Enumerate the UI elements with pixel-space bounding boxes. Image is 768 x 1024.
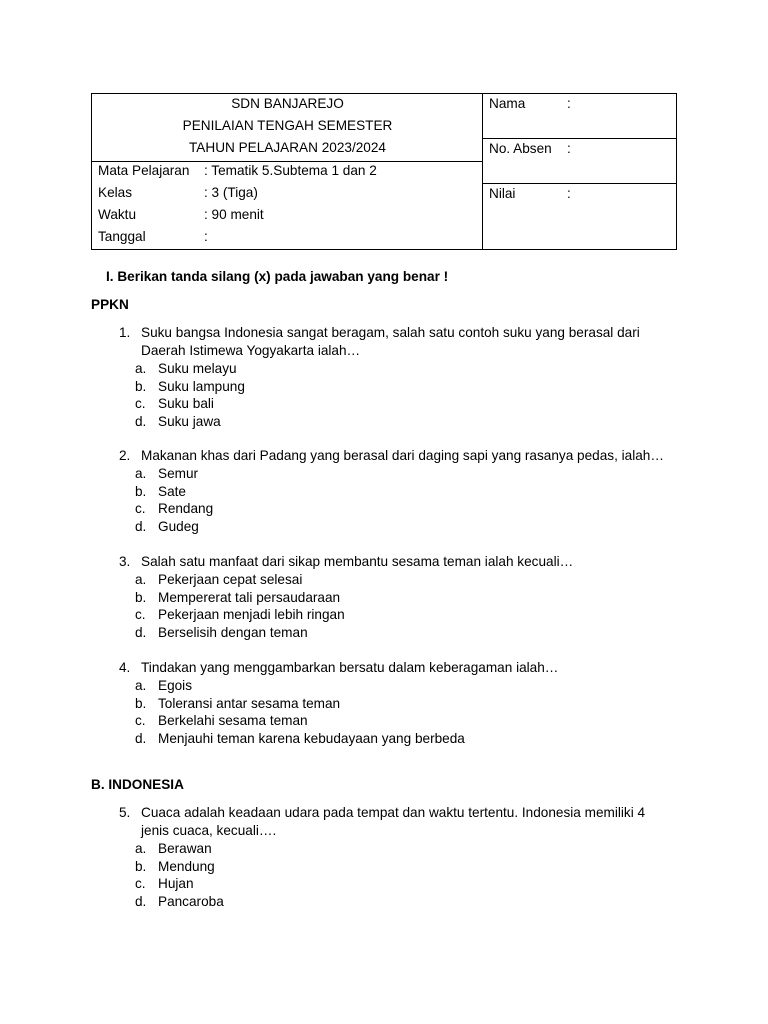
school-info-cell — [92, 94, 483, 249]
score-field[interactable] — [483, 184, 676, 249]
option-letter: b. — [135, 695, 147, 711]
option-letter: b. — [135, 858, 147, 874]
answer-option[interactable] — [119, 483, 679, 501]
field-label: Nilai — [489, 186, 516, 201]
meta-value: : — [204, 229, 208, 244]
meta-value: : Tematik 5.Subtema 1 dan 2 — [204, 163, 377, 178]
question-number: 2. — [119, 448, 131, 463]
field-label: No. Absen — [489, 141, 552, 156]
option-letter: c. — [135, 396, 146, 412]
option-letter: a. — [135, 466, 147, 481]
question-text: Cuaca adalah keadaan udara pada tempat dan waktu tertentu. Indonesia memiliki 4 — [141, 805, 646, 820]
option-text: Mempererat tali persaudaraan — [158, 589, 341, 605]
option-letter: c. — [135, 607, 146, 623]
question-text: Makanan khas dari Padang yang berasal dari daging sapi yang rasanya pedas, ialah… — [141, 448, 664, 463]
section-title-ppkn: PPKN — [91, 297, 129, 312]
answer-option[interactable] — [119, 518, 679, 536]
option-letter: b. — [135, 589, 147, 605]
question-number: 4. — [119, 660, 131, 675]
answer-option[interactable] — [119, 695, 679, 713]
answer-option[interactable] — [119, 606, 679, 624]
option-text: Suku melayu — [158, 361, 237, 376]
answer-option[interactable] — [119, 589, 679, 607]
option-text: Suku jawa — [158, 414, 221, 430]
meta-label: Mata Pelajaran — [98, 163, 190, 178]
question-text: Suku bangsa Indonesia sangat beragam, salah satu contoh suku yang berasal dari — [141, 325, 640, 340]
student-info-cell — [483, 94, 676, 249]
question-number: 3. — [119, 554, 131, 569]
answer-option[interactable] — [119, 624, 679, 642]
option-text: Mendung — [158, 858, 215, 874]
option-text: Gudeg — [158, 519, 199, 535]
option-letter: a. — [135, 361, 147, 376]
option-text: Pancaroba — [158, 894, 224, 910]
section-title-bahasa-indonesia: B. INDONESIA — [91, 777, 184, 792]
answer-option[interactable] — [119, 378, 679, 396]
option-text: Sate — [158, 483, 186, 499]
option-text: Semur — [158, 466, 199, 481]
field-colon: : — [567, 96, 571, 111]
option-letter: a. — [135, 678, 147, 693]
answer-option[interactable] — [119, 840, 679, 858]
answer-option[interactable] — [119, 413, 679, 431]
question-number: 1. — [119, 325, 131, 340]
question-5 — [119, 804, 679, 911]
option-letter: c. — [135, 876, 146, 892]
option-letter: d. — [135, 519, 147, 535]
meta-label: Waktu — [98, 207, 137, 222]
option-text: Suku lampung — [158, 378, 245, 394]
question-3 — [119, 553, 679, 642]
answer-option[interactable] — [119, 858, 679, 876]
exam-header-table — [91, 93, 677, 250]
academic-year: TAHUN PELAJARAN 2023/2024 — [189, 140, 386, 155]
option-text: Rendang — [158, 501, 214, 517]
option-letter: d. — [135, 414, 147, 430]
instruction-text: I. Berikan tanda silang (x) pada jawaban yang benar ! — [106, 269, 449, 284]
option-letter: d. — [135, 731, 147, 747]
option-text: Berkelahi sesama teman — [158, 713, 308, 729]
option-text: Pekerjaan menjadi lebih ringan — [158, 607, 345, 623]
answer-option[interactable] — [119, 571, 679, 589]
option-letter: a. — [135, 841, 147, 856]
meta-label: Kelas — [98, 185, 133, 200]
answer-option[interactable] — [119, 395, 679, 413]
option-letter: b. — [135, 483, 147, 499]
answer-option[interactable] — [119, 875, 679, 893]
question-text: Tindakan yang menggambarkan bersatu dalam keberagaman ialah… — [141, 660, 559, 675]
question-number: 5. — [119, 805, 131, 820]
answer-option[interactable] — [119, 500, 679, 518]
option-letter: c. — [135, 501, 146, 517]
option-text: Pekerjaan cepat selesai — [158, 572, 303, 587]
answer-option[interactable] — [119, 730, 679, 748]
option-letter: b. — [135, 378, 147, 394]
exam-title: PENILAIAN TENGAH SEMESTER — [182, 118, 393, 133]
meta-value: : 90 menit — [204, 207, 264, 222]
answer-option[interactable] — [119, 893, 679, 911]
answer-option[interactable] — [119, 712, 679, 730]
question-text: jenis cuaca, kecuali…. — [141, 823, 277, 838]
question-text: Daerah Istimewa Yogyakarta ialah… — [141, 343, 361, 358]
option-text: Berawan — [158, 841, 212, 856]
option-text: Hujan — [158, 876, 194, 892]
field-colon: : — [567, 141, 571, 156]
school-name: SDN BANJAREJO — [231, 96, 344, 111]
option-letter: c. — [135, 713, 146, 729]
option-letter: d. — [135, 625, 147, 641]
option-text: Berselisih dengan teman — [158, 625, 308, 641]
question-2 — [119, 447, 679, 536]
option-text: Suku bali — [158, 396, 214, 412]
option-letter: a. — [135, 572, 147, 587]
student-name-field[interactable] — [483, 94, 676, 139]
option-text: Toleransi antar sesama teman — [158, 695, 341, 711]
meta-label: Tanggal — [98, 229, 146, 244]
option-text: Menjauhi teman karena kebudayaan yang berbeda — [158, 731, 465, 747]
answer-option[interactable] — [119, 360, 679, 378]
question-4 — [119, 659, 679, 748]
answer-option[interactable] — [119, 465, 679, 483]
answer-option[interactable] — [119, 677, 679, 695]
option-letter: d. — [135, 894, 147, 910]
meta-value: : 3 (Tiga) — [204, 185, 258, 200]
question-1 — [119, 324, 679, 431]
question-text: Salah satu manfaat dari sikap membantu sesama teman ialah kecuali… — [141, 554, 574, 569]
field-colon: : — [567, 186, 571, 201]
field-label: Nama — [489, 96, 526, 111]
student-number-field[interactable] — [483, 139, 676, 184]
option-text: Egois — [158, 678, 193, 693]
